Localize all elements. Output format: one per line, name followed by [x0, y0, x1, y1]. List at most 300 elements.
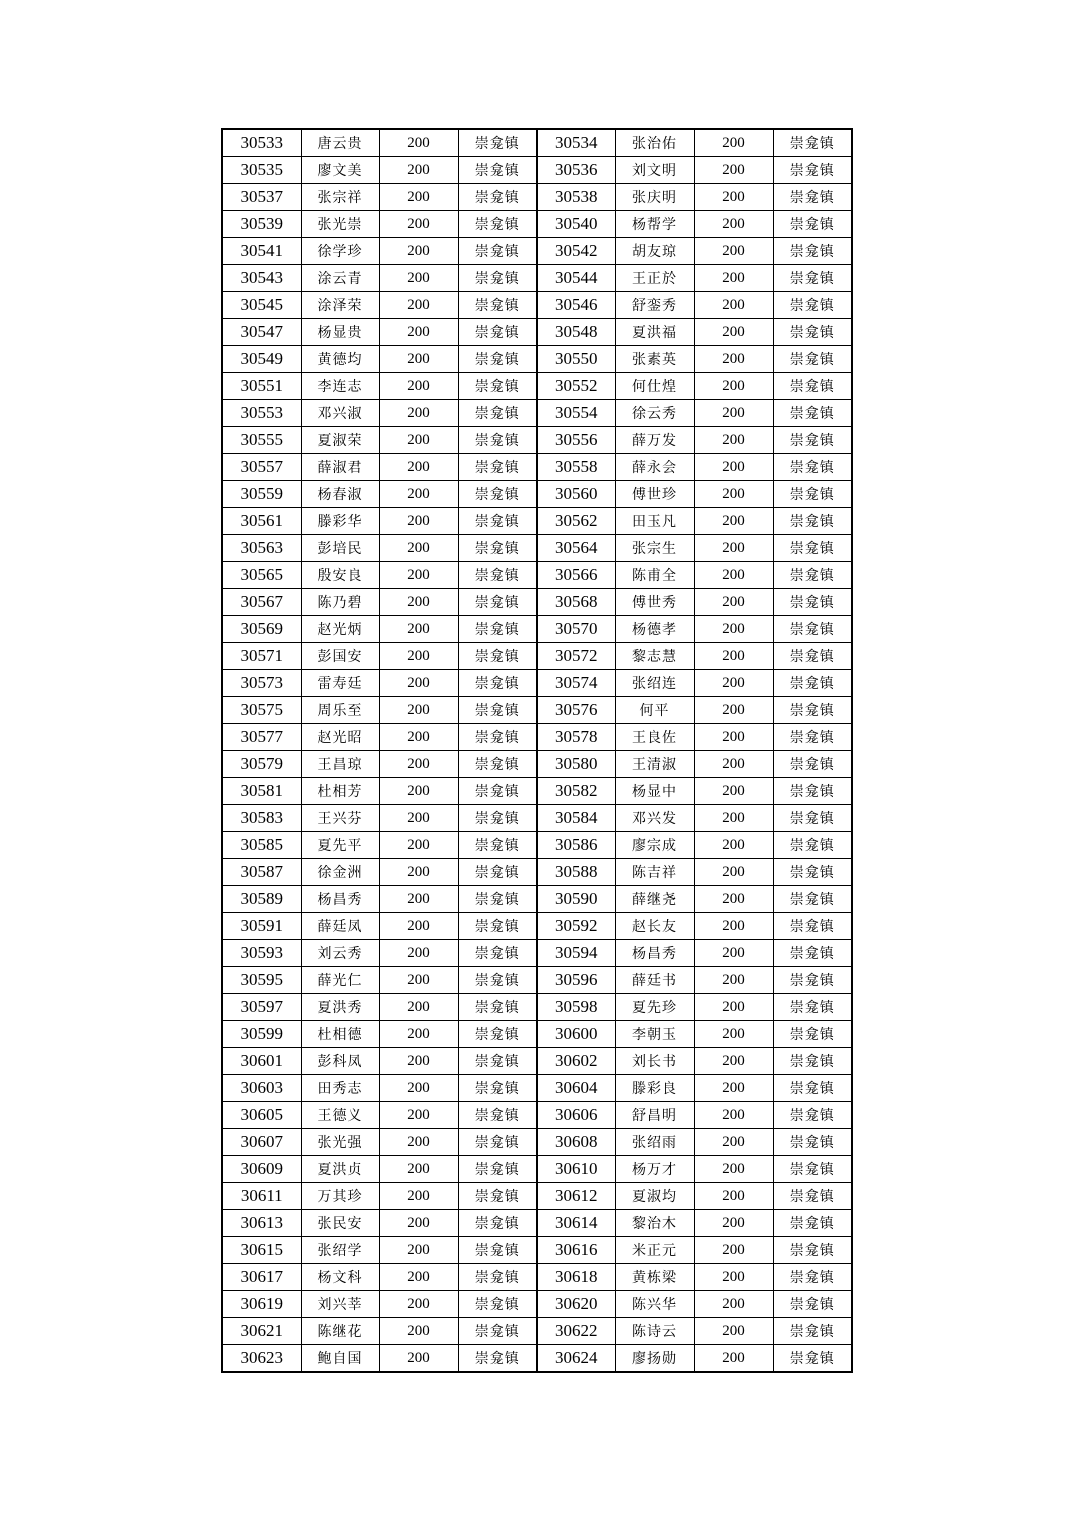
left-record-id-cell: 30621 — [222, 1318, 301, 1345]
right-amount-cell: 200 — [694, 913, 773, 940]
left-person-name-cell: 陈乃碧 — [301, 589, 379, 616]
left-town-name-cell: 崇龛镇 — [458, 1183, 537, 1210]
left-person-name-cell: 徐金洲 — [301, 859, 379, 886]
left-person-name-cell: 张民安 — [301, 1210, 379, 1237]
left-town-name-cell: 崇龛镇 — [458, 886, 537, 913]
right-amount-cell: 200 — [694, 1183, 773, 1210]
left-town-name-cell: 崇龛镇 — [458, 238, 537, 265]
table-row — [222, 616, 852, 643]
left-amount-cell: 200 — [379, 589, 458, 616]
right-person-name-cell: 夏洪福 — [615, 319, 694, 346]
right-amount-cell: 200 — [694, 292, 773, 319]
table-row — [222, 589, 852, 616]
left-amount-cell: 200 — [379, 400, 458, 427]
left-record-id-cell: 30535 — [222, 157, 301, 184]
left-amount-cell: 200 — [379, 1210, 458, 1237]
right-amount-cell: 200 — [694, 751, 773, 778]
left-amount-cell: 200 — [379, 292, 458, 319]
right-amount-cell: 200 — [694, 427, 773, 454]
left-person-name-cell: 彭国安 — [301, 643, 379, 670]
left-person-name-cell: 万其珍 — [301, 1183, 379, 1210]
left-record-id-cell: 30577 — [222, 724, 301, 751]
left-amount-cell: 200 — [379, 859, 458, 886]
right-record-id-cell: 30618 — [537, 1264, 615, 1291]
left-amount-cell: 200 — [379, 184, 458, 211]
left-amount-cell: 200 — [379, 1237, 458, 1264]
right-record-id-cell: 30610 — [537, 1156, 615, 1183]
right-record-id-cell: 30546 — [537, 292, 615, 319]
left-record-id-cell: 30605 — [222, 1102, 301, 1129]
right-town-name-cell: 崇龛镇 — [773, 1318, 852, 1345]
right-person-name-cell: 张宗生 — [615, 535, 694, 562]
left-person-name-cell: 涂云青 — [301, 265, 379, 292]
right-amount-cell: 200 — [694, 211, 773, 238]
left-town-name-cell: 崇龛镇 — [458, 832, 537, 859]
left-person-name-cell: 赵光炳 — [301, 616, 379, 643]
left-amount-cell: 200 — [379, 832, 458, 859]
left-town-name-cell: 崇龛镇 — [458, 292, 537, 319]
left-record-id-cell: 30591 — [222, 913, 301, 940]
right-person-name-cell: 黎志慧 — [615, 643, 694, 670]
table-row — [222, 562, 852, 589]
table-row — [222, 129, 852, 157]
left-record-id-cell: 30613 — [222, 1210, 301, 1237]
right-person-name-cell: 舒銮秀 — [615, 292, 694, 319]
right-town-name-cell: 崇龛镇 — [773, 535, 852, 562]
left-person-name-cell: 张绍学 — [301, 1237, 379, 1264]
right-person-name-cell: 廖扬勋 — [615, 1345, 694, 1373]
right-person-name-cell: 舒昌明 — [615, 1102, 694, 1129]
right-record-id-cell: 30572 — [537, 643, 615, 670]
right-amount-cell: 200 — [694, 724, 773, 751]
right-person-name-cell: 陈诗云 — [615, 1318, 694, 1345]
left-record-id-cell: 30607 — [222, 1129, 301, 1156]
left-person-name-cell: 张光强 — [301, 1129, 379, 1156]
left-town-name-cell: 崇龛镇 — [458, 778, 537, 805]
left-person-name-cell: 杨文科 — [301, 1264, 379, 1291]
left-record-id-cell: 30551 — [222, 373, 301, 400]
left-record-id-cell: 30569 — [222, 616, 301, 643]
left-town-name-cell: 崇龛镇 — [458, 157, 537, 184]
left-record-id-cell: 30567 — [222, 589, 301, 616]
table-row — [222, 211, 852, 238]
table-row — [222, 967, 852, 994]
right-town-name-cell: 崇龛镇 — [773, 832, 852, 859]
right-person-name-cell: 何平 — [615, 697, 694, 724]
left-record-id-cell: 30539 — [222, 211, 301, 238]
left-person-name-cell: 赵光昭 — [301, 724, 379, 751]
table-row — [222, 1102, 852, 1129]
left-person-name-cell: 鲍自国 — [301, 1345, 379, 1373]
left-town-name-cell: 崇龛镇 — [458, 481, 537, 508]
table-row — [222, 832, 852, 859]
right-record-id-cell: 30548 — [537, 319, 615, 346]
table-row — [222, 1210, 852, 1237]
left-record-id-cell: 30573 — [222, 670, 301, 697]
left-person-name-cell: 夏洪贞 — [301, 1156, 379, 1183]
left-amount-cell: 200 — [379, 1156, 458, 1183]
left-person-name-cell: 杨显贵 — [301, 319, 379, 346]
left-town-name-cell: 崇龛镇 — [458, 616, 537, 643]
right-amount-cell: 200 — [694, 1102, 773, 1129]
table-row — [222, 805, 852, 832]
right-town-name-cell: 崇龛镇 — [773, 508, 852, 535]
left-amount-cell: 200 — [379, 967, 458, 994]
right-town-name-cell: 崇龛镇 — [773, 319, 852, 346]
left-person-name-cell: 雷寿廷 — [301, 670, 379, 697]
left-record-id-cell: 30595 — [222, 967, 301, 994]
right-town-name-cell: 崇龛镇 — [773, 697, 852, 724]
table-row — [222, 697, 852, 724]
right-record-id-cell: 30558 — [537, 454, 615, 481]
table-row — [222, 400, 852, 427]
left-amount-cell: 200 — [379, 670, 458, 697]
right-person-name-cell: 徐云秀 — [615, 400, 694, 427]
right-record-id-cell: 30588 — [537, 859, 615, 886]
right-amount-cell: 200 — [694, 1237, 773, 1264]
left-person-name-cell: 徐学珍 — [301, 238, 379, 265]
left-person-name-cell: 夏淑荣 — [301, 427, 379, 454]
left-amount-cell: 200 — [379, 157, 458, 184]
right-town-name-cell: 崇龛镇 — [773, 1102, 852, 1129]
left-record-id-cell: 30561 — [222, 508, 301, 535]
table-row — [222, 940, 852, 967]
left-person-name-cell: 周乐至 — [301, 697, 379, 724]
left-person-name-cell: 廖文美 — [301, 157, 379, 184]
right-record-id-cell: 30540 — [537, 211, 615, 238]
right-record-id-cell: 30612 — [537, 1183, 615, 1210]
right-person-name-cell: 何仕煌 — [615, 373, 694, 400]
right-amount-cell: 200 — [694, 454, 773, 481]
right-amount-cell: 200 — [694, 859, 773, 886]
table-row — [222, 1021, 852, 1048]
right-person-name-cell: 杨显中 — [615, 778, 694, 805]
right-person-name-cell: 张绍雨 — [615, 1129, 694, 1156]
right-record-id-cell: 30586 — [537, 832, 615, 859]
right-town-name-cell: 崇龛镇 — [773, 589, 852, 616]
right-record-id-cell: 30576 — [537, 697, 615, 724]
left-town-name-cell: 崇龛镇 — [458, 535, 537, 562]
right-amount-cell: 200 — [694, 319, 773, 346]
right-amount-cell: 200 — [694, 1021, 773, 1048]
right-person-name-cell: 刘文明 — [615, 157, 694, 184]
left-record-id-cell: 30611 — [222, 1183, 301, 1210]
left-town-name-cell: 崇龛镇 — [458, 589, 537, 616]
right-record-id-cell: 30568 — [537, 589, 615, 616]
table-row — [222, 454, 852, 481]
right-record-id-cell: 30616 — [537, 1237, 615, 1264]
right-record-id-cell: 30534 — [537, 129, 615, 157]
right-record-id-cell: 30604 — [537, 1075, 615, 1102]
right-town-name-cell: 崇龛镇 — [773, 1048, 852, 1075]
right-person-name-cell: 薛万发 — [615, 427, 694, 454]
right-record-id-cell: 30564 — [537, 535, 615, 562]
left-person-name-cell: 王德义 — [301, 1102, 379, 1129]
right-record-id-cell: 30606 — [537, 1102, 615, 1129]
left-person-name-cell: 滕彩华 — [301, 508, 379, 535]
right-town-name-cell: 崇龛镇 — [773, 265, 852, 292]
right-amount-cell: 200 — [694, 832, 773, 859]
left-person-name-cell: 王兴芬 — [301, 805, 379, 832]
right-person-name-cell: 张绍连 — [615, 670, 694, 697]
right-record-id-cell: 30562 — [537, 508, 615, 535]
right-town-name-cell: 崇龛镇 — [773, 778, 852, 805]
right-amount-cell: 200 — [694, 1156, 773, 1183]
right-amount-cell: 200 — [694, 589, 773, 616]
table-row — [222, 157, 852, 184]
right-town-name-cell: 崇龛镇 — [773, 1210, 852, 1237]
right-person-name-cell: 杨德孝 — [615, 616, 694, 643]
left-person-name-cell: 刘云秀 — [301, 940, 379, 967]
table-row — [222, 1291, 852, 1318]
table-row — [222, 319, 852, 346]
table-row — [222, 1048, 852, 1075]
right-town-name-cell: 崇龛镇 — [773, 1237, 852, 1264]
left-amount-cell: 200 — [379, 913, 458, 940]
right-person-name-cell: 夏先珍 — [615, 994, 694, 1021]
left-town-name-cell: 崇龛镇 — [458, 427, 537, 454]
right-record-id-cell: 30554 — [537, 400, 615, 427]
left-town-name-cell: 崇龛镇 — [458, 670, 537, 697]
right-town-name-cell: 崇龛镇 — [773, 751, 852, 778]
left-amount-cell: 200 — [379, 211, 458, 238]
left-amount-cell: 200 — [379, 1345, 458, 1373]
right-amount-cell: 200 — [694, 940, 773, 967]
right-person-name-cell: 王清淑 — [615, 751, 694, 778]
right-amount-cell: 200 — [694, 805, 773, 832]
right-record-id-cell: 30536 — [537, 157, 615, 184]
left-person-name-cell: 杨春淑 — [301, 481, 379, 508]
left-town-name-cell: 崇龛镇 — [458, 508, 537, 535]
right-record-id-cell: 30552 — [537, 373, 615, 400]
right-town-name-cell: 崇龛镇 — [773, 805, 852, 832]
right-person-name-cell: 傅世秀 — [615, 589, 694, 616]
right-record-id-cell: 30574 — [537, 670, 615, 697]
right-person-name-cell: 胡友琼 — [615, 238, 694, 265]
table-row — [222, 508, 852, 535]
left-amount-cell: 200 — [379, 1183, 458, 1210]
right-town-name-cell: 崇龛镇 — [773, 886, 852, 913]
left-town-name-cell: 崇龛镇 — [458, 211, 537, 238]
left-record-id-cell: 30609 — [222, 1156, 301, 1183]
left-record-id-cell: 30579 — [222, 751, 301, 778]
right-town-name-cell: 崇龛镇 — [773, 481, 852, 508]
right-town-name-cell: 崇龛镇 — [773, 859, 852, 886]
right-person-name-cell: 张庆明 — [615, 184, 694, 211]
left-amount-cell: 200 — [379, 535, 458, 562]
left-amount-cell: 200 — [379, 346, 458, 373]
left-record-id-cell: 30619 — [222, 1291, 301, 1318]
left-record-id-cell: 30617 — [222, 1264, 301, 1291]
right-amount-cell: 200 — [694, 1048, 773, 1075]
table-row — [222, 1264, 852, 1291]
right-amount-cell: 200 — [694, 670, 773, 697]
right-record-id-cell: 30608 — [537, 1129, 615, 1156]
left-town-name-cell: 崇龛镇 — [458, 1264, 537, 1291]
roster-table-body — [222, 129, 852, 1372]
left-record-id-cell: 30533 — [222, 129, 301, 157]
right-town-name-cell: 崇龛镇 — [773, 211, 852, 238]
left-town-name-cell: 崇龛镇 — [458, 265, 537, 292]
right-person-name-cell: 夏淑均 — [615, 1183, 694, 1210]
right-town-name-cell: 崇龛镇 — [773, 643, 852, 670]
right-person-name-cell: 滕彩良 — [615, 1075, 694, 1102]
right-amount-cell: 200 — [694, 1318, 773, 1345]
right-record-id-cell: 30560 — [537, 481, 615, 508]
left-person-name-cell: 薛淑君 — [301, 454, 379, 481]
right-person-name-cell: 陈甫全 — [615, 562, 694, 589]
right-town-name-cell: 崇龛镇 — [773, 940, 852, 967]
table-row — [222, 994, 852, 1021]
left-town-name-cell: 崇龛镇 — [458, 859, 537, 886]
right-record-id-cell: 30566 — [537, 562, 615, 589]
left-record-id-cell: 30557 — [222, 454, 301, 481]
left-record-id-cell: 30575 — [222, 697, 301, 724]
left-record-id-cell: 30585 — [222, 832, 301, 859]
left-person-name-cell: 薛廷凤 — [301, 913, 379, 940]
right-town-name-cell: 崇龛镇 — [773, 1129, 852, 1156]
right-person-name-cell: 杨昌秀 — [615, 940, 694, 967]
right-record-id-cell: 30584 — [537, 805, 615, 832]
table-row — [222, 670, 852, 697]
left-town-name-cell: 崇龛镇 — [458, 805, 537, 832]
left-amount-cell: 200 — [379, 751, 458, 778]
right-town-name-cell: 崇龛镇 — [773, 1264, 852, 1291]
right-amount-cell: 200 — [694, 1264, 773, 1291]
right-person-name-cell: 米正元 — [615, 1237, 694, 1264]
table-row — [222, 238, 852, 265]
right-record-id-cell: 30596 — [537, 967, 615, 994]
left-town-name-cell: 崇龛镇 — [458, 751, 537, 778]
left-person-name-cell: 唐云贵 — [301, 129, 379, 157]
right-amount-cell: 200 — [694, 265, 773, 292]
left-amount-cell: 200 — [379, 508, 458, 535]
right-person-name-cell: 廖宗成 — [615, 832, 694, 859]
right-town-name-cell: 崇龛镇 — [773, 562, 852, 589]
left-person-name-cell: 涂泽荣 — [301, 292, 379, 319]
right-amount-cell: 200 — [694, 1291, 773, 1318]
left-amount-cell: 200 — [379, 1048, 458, 1075]
right-town-name-cell: 崇龛镇 — [773, 1156, 852, 1183]
right-record-id-cell: 30580 — [537, 751, 615, 778]
right-town-name-cell: 崇龛镇 — [773, 1183, 852, 1210]
table-row — [222, 184, 852, 211]
right-person-name-cell: 赵长友 — [615, 913, 694, 940]
left-amount-cell: 200 — [379, 994, 458, 1021]
table-row — [222, 1237, 852, 1264]
left-amount-cell: 200 — [379, 616, 458, 643]
left-amount-cell: 200 — [379, 697, 458, 724]
right-amount-cell: 200 — [694, 994, 773, 1021]
left-record-id-cell: 30583 — [222, 805, 301, 832]
left-record-id-cell: 30553 — [222, 400, 301, 427]
left-amount-cell: 200 — [379, 724, 458, 751]
table-row — [222, 427, 852, 454]
right-amount-cell: 200 — [694, 238, 773, 265]
left-town-name-cell: 崇龛镇 — [458, 373, 537, 400]
right-amount-cell: 200 — [694, 508, 773, 535]
right-record-id-cell: 30594 — [537, 940, 615, 967]
right-amount-cell: 200 — [694, 778, 773, 805]
table-row — [222, 535, 852, 562]
table-row — [222, 886, 852, 913]
right-person-name-cell: 陈兴华 — [615, 1291, 694, 1318]
left-record-id-cell: 30589 — [222, 886, 301, 913]
right-record-id-cell: 30592 — [537, 913, 615, 940]
table-row — [222, 346, 852, 373]
right-person-name-cell: 傅世珍 — [615, 481, 694, 508]
left-amount-cell: 200 — [379, 319, 458, 346]
left-town-name-cell: 崇龛镇 — [458, 724, 537, 751]
left-town-name-cell: 崇龛镇 — [458, 1345, 537, 1373]
right-person-name-cell: 王正於 — [615, 265, 694, 292]
table-row — [222, 778, 852, 805]
right-record-id-cell: 30538 — [537, 184, 615, 211]
left-person-name-cell: 夏洪秀 — [301, 994, 379, 1021]
right-amount-cell: 200 — [694, 643, 773, 670]
right-person-name-cell: 黎治木 — [615, 1210, 694, 1237]
left-town-name-cell: 崇龛镇 — [458, 1102, 537, 1129]
table-row — [222, 1156, 852, 1183]
left-record-id-cell: 30581 — [222, 778, 301, 805]
roster-table — [221, 128, 853, 1373]
right-person-name-cell: 杨万才 — [615, 1156, 694, 1183]
right-town-name-cell: 崇龛镇 — [773, 373, 852, 400]
right-person-name-cell: 薛廷书 — [615, 967, 694, 994]
left-amount-cell: 200 — [379, 643, 458, 670]
right-record-id-cell: 30614 — [537, 1210, 615, 1237]
left-town-name-cell: 崇龛镇 — [458, 967, 537, 994]
right-amount-cell: 200 — [694, 562, 773, 589]
right-record-id-cell: 30602 — [537, 1048, 615, 1075]
left-person-name-cell: 彭培民 — [301, 535, 379, 562]
right-town-name-cell: 崇龛镇 — [773, 400, 852, 427]
right-amount-cell: 200 — [694, 886, 773, 913]
left-town-name-cell: 崇龛镇 — [458, 913, 537, 940]
right-amount-cell: 200 — [694, 373, 773, 400]
table-row — [222, 373, 852, 400]
left-person-name-cell: 杜相德 — [301, 1021, 379, 1048]
right-record-id-cell: 30622 — [537, 1318, 615, 1345]
left-person-name-cell: 薛光仁 — [301, 967, 379, 994]
right-person-name-cell: 刘长书 — [615, 1048, 694, 1075]
right-person-name-cell: 薛继尧 — [615, 886, 694, 913]
left-town-name-cell: 崇龛镇 — [458, 697, 537, 724]
left-record-id-cell: 30565 — [222, 562, 301, 589]
left-amount-cell: 200 — [379, 1318, 458, 1345]
left-person-name-cell: 张宗祥 — [301, 184, 379, 211]
right-town-name-cell: 崇龛镇 — [773, 1291, 852, 1318]
right-town-name-cell: 崇龛镇 — [773, 724, 852, 751]
left-amount-cell: 200 — [379, 238, 458, 265]
left-amount-cell: 200 — [379, 1021, 458, 1048]
left-record-id-cell: 30593 — [222, 940, 301, 967]
left-person-name-cell: 彭科凤 — [301, 1048, 379, 1075]
left-amount-cell: 200 — [379, 1102, 458, 1129]
right-amount-cell: 200 — [694, 1345, 773, 1373]
left-record-id-cell: 30601 — [222, 1048, 301, 1075]
left-amount-cell: 200 — [379, 265, 458, 292]
right-record-id-cell: 30598 — [537, 994, 615, 1021]
left-record-id-cell: 30547 — [222, 319, 301, 346]
left-person-name-cell: 张光崇 — [301, 211, 379, 238]
left-record-id-cell: 30603 — [222, 1075, 301, 1102]
left-record-id-cell: 30559 — [222, 481, 301, 508]
left-town-name-cell: 崇龛镇 — [458, 319, 537, 346]
right-person-name-cell: 陈吉祥 — [615, 859, 694, 886]
right-amount-cell: 200 — [694, 184, 773, 211]
right-town-name-cell: 崇龛镇 — [773, 292, 852, 319]
